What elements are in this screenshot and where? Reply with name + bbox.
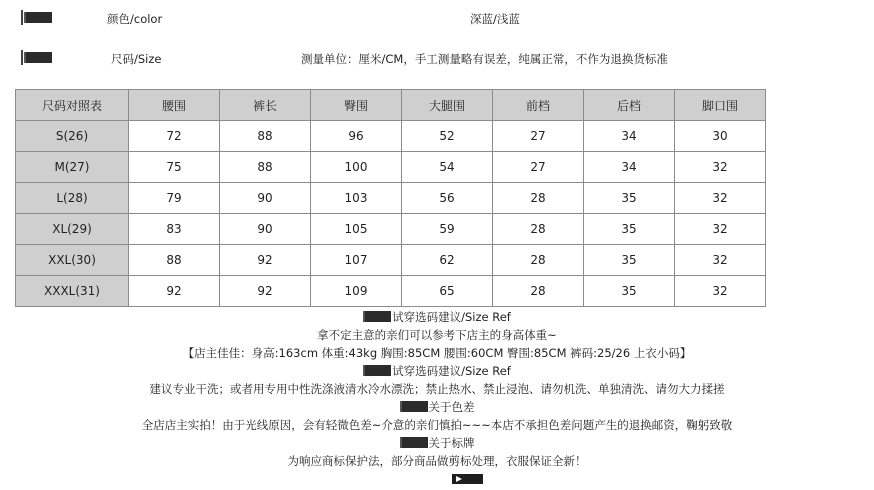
table-cell: 92	[220, 245, 311, 276]
table-cell: 34	[584, 121, 675, 152]
table-cell: 32	[675, 183, 766, 214]
color-diff-title: 关于色差	[0, 399, 874, 415]
color-label: 颜色/color	[107, 12, 163, 26]
size-cell: XXXL(31)	[16, 276, 129, 307]
size-cell: M(27)	[16, 152, 129, 183]
column-header: 腰围	[129, 90, 220, 121]
table-cell: 79	[129, 183, 220, 214]
table-cell: 103	[311, 183, 402, 214]
table-cell: 62	[402, 245, 493, 276]
table-row	[16, 214, 766, 245]
size-ref-title: 试穿选码建议/Size Ref	[0, 309, 874, 325]
size-cell: XXL(30)	[16, 245, 129, 276]
arrow-marker-icon	[452, 474, 483, 484]
table-cell: 56	[402, 183, 493, 214]
table-cell: 32	[675, 276, 766, 307]
table-cell: 105	[311, 214, 402, 245]
section-marker-icon	[363, 365, 391, 376]
color-diff-line: 全店店主实拍！由于光线原因，会有轻微色差~介意的亲们慎拍~~~本店不承担色差问题产生的退换邮资，鞠躬致敬	[141, 418, 733, 432]
column-header: 前档	[493, 90, 584, 121]
table-row	[16, 245, 766, 276]
column-header: 后档	[584, 90, 675, 121]
table-cell: 35	[584, 245, 675, 276]
table-row	[16, 121, 766, 152]
table-cell: 30	[675, 121, 766, 152]
column-header: 臀围	[311, 90, 402, 121]
table-cell: 28	[493, 183, 584, 214]
table-cell: 92	[129, 276, 220, 307]
section-marker-icon	[24, 12, 52, 23]
table-cell: 27	[493, 152, 584, 183]
size-chart-table	[15, 89, 766, 307]
table-cell: 28	[493, 276, 584, 307]
table-cell: 35	[584, 276, 675, 307]
column-header: 尺码对照表	[16, 90, 129, 121]
size-measure-note: 测量单位：厘米/CM，手工测量略有误差，纯属正常，不作为退换货标准	[301, 52, 668, 66]
table-cell: 72	[129, 121, 220, 152]
section-marker-icon	[400, 437, 428, 448]
size-ref-line: 拿不定主意的亲们可以参考下店主的身高体重~	[317, 328, 557, 342]
table-cell: 52	[402, 121, 493, 152]
section-marker-icon	[363, 311, 391, 322]
section-marker-icon	[400, 401, 428, 412]
table-cell: 83	[129, 214, 220, 245]
table-cell: 75	[129, 152, 220, 183]
table-header-row	[16, 90, 766, 121]
table-cell: 35	[584, 183, 675, 214]
table-cell: 34	[584, 152, 675, 183]
model-info: 【店主佳佳：身高:163cm 体重:43kg 胸围:85CM 腰围:60CM 臀围:85CM 裤码:25/26 上衣小码】	[182, 346, 692, 360]
table-row	[16, 276, 766, 307]
table-cell: 88	[220, 121, 311, 152]
table-cell: 32	[675, 152, 766, 183]
table-cell: 28	[493, 214, 584, 245]
table-cell: 88	[220, 152, 311, 183]
table-cell: 90	[220, 183, 311, 214]
column-header: 大腿围	[402, 90, 493, 121]
size-cell: S(26)	[16, 121, 129, 152]
table-row	[16, 183, 766, 214]
table-cell: 88	[129, 245, 220, 276]
column-header: 裤长	[220, 90, 311, 121]
column-header: 脚口围	[675, 90, 766, 121]
table-cell: 28	[493, 245, 584, 276]
table-cell: 27	[493, 121, 584, 152]
table-cell: 92	[220, 276, 311, 307]
table-row	[16, 152, 766, 183]
label-line: 为响应商标保护法，部分商品做剪标处理，衣服保证全新！	[287, 454, 587, 468]
wash-title: 试穿选码建议/Size Ref	[0, 363, 874, 379]
table-cell: 107	[311, 245, 402, 276]
color-value: 深蓝/浅蓝	[470, 12, 520, 26]
table-cell: 32	[675, 214, 766, 245]
table-cell: 54	[402, 152, 493, 183]
table-cell: 65	[402, 276, 493, 307]
table-cell: 35	[584, 214, 675, 245]
table-cell: 96	[311, 121, 402, 152]
size-label: 尺码/Size	[111, 52, 162, 66]
wash-line: 建议专业干洗；或者用专用中性洗涤液清水冷水漂洗；禁止热水、禁止浸泡、请勿机洗、单独清洗、请勿大力揉搓	[149, 382, 725, 396]
table-cell: 90	[220, 214, 311, 245]
label-title: 关于标牌	[0, 435, 874, 451]
table-cell: 59	[402, 214, 493, 245]
table-cell: 109	[311, 276, 402, 307]
table-cell: 32	[675, 245, 766, 276]
size-cell: XL(29)	[16, 214, 129, 245]
section-marker-icon	[24, 52, 52, 63]
table-cell: 100	[311, 152, 402, 183]
size-cell: L(28)	[16, 183, 129, 214]
